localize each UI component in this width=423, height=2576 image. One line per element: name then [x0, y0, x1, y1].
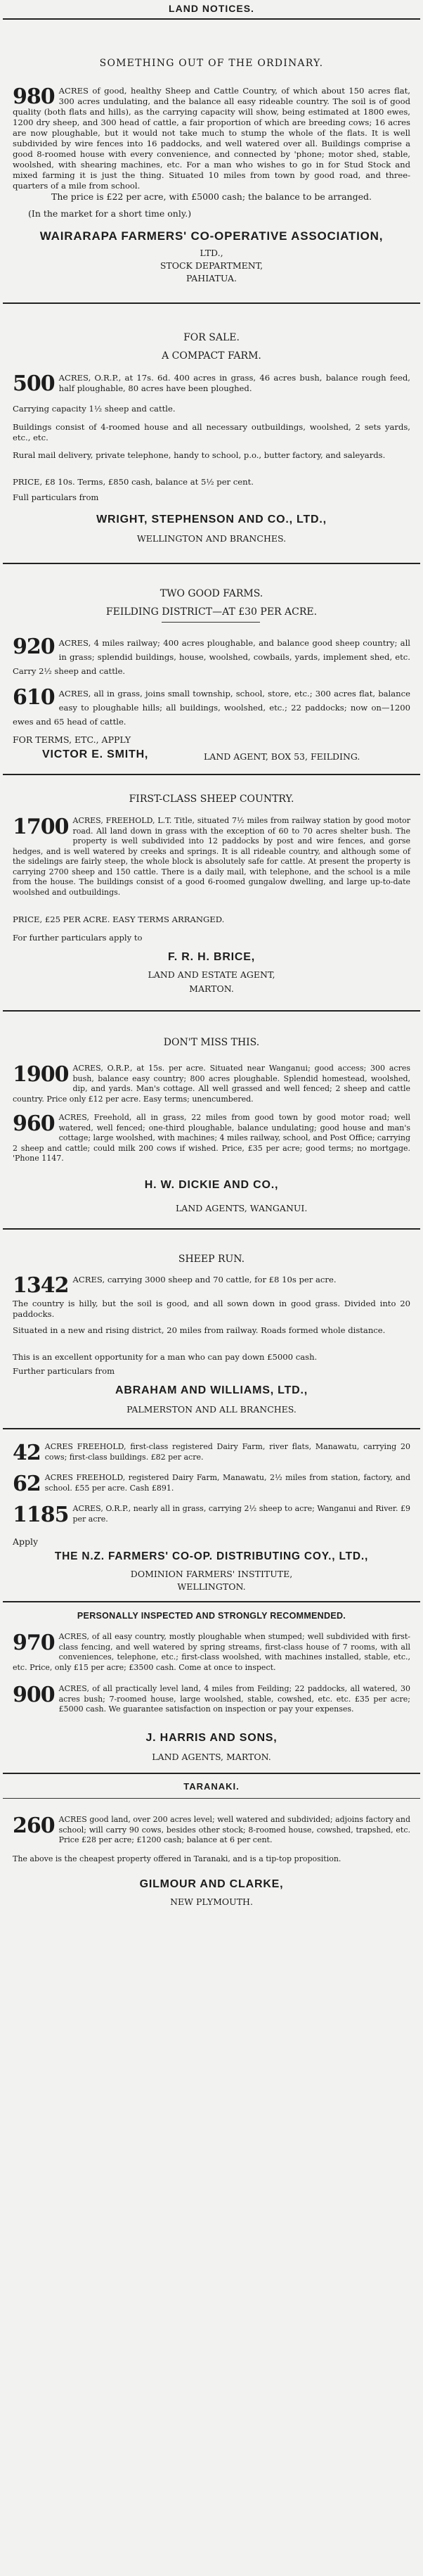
agent-town: WELLINGTON AND BRANCHES. [136, 533, 287, 544]
divider [3, 1010, 420, 1012]
agent-firm: F. R. H. BRICE, [167, 951, 255, 963]
acreage-figure: 1342 [13, 1273, 69, 1298]
agent-firm: GILMOUR AND CLARKE, [139, 1878, 284, 1890]
agent-town: WELLINGTON. [177, 1581, 246, 1592]
listing-text: ACRES, O.R.P., at 17s. 6d. 400 acres in grass, 46 acres bush, balance rough feed, half ploughable, 80 acres have been ploughed. [58, 373, 410, 393]
listing-description [13, 1442, 410, 1463]
listing-description [13, 1684, 410, 1715]
listing-description [13, 636, 410, 678]
listing-line: This is an excellent opportunity for a man who can pay down £5000 cash. [13, 1352, 318, 1362]
agent-firm-suffix: LTD., [200, 248, 223, 258]
agent-firm: J. HARRIS AND SONS, [145, 1732, 278, 1744]
section-title: FOR SALE. [183, 332, 240, 343]
listing-text: ACRES, all in grass, joins small township, school, store, etc.; 300 acres flat, balance easy to ploughable hills; all buildings, woolshed, etc.; 22 paddocks; now on—1200 ewes and 65 head of cattle. [13, 689, 410, 727]
agent-firm: ABRAHAM AND WILLIAMS, LTD., [115, 1384, 308, 1396]
listing-text: ACRES, of all practically level land, 4 miles from Feilding; 22 paddocks, all watered, 30 acres bush; 7-roomed house, large woolshed, stable, cowshed, etc. etc. £35 per acre; £5000 cash. We guarantee satisfaction on inspection or pay your expenses. [58, 1684, 410, 1714]
listing-text: ACRES of good, healthy Sheep and Cattle Country, of which about 150 acres flat, 300 acres undulating, and the balance all easy rideable country. The soil is of good quality (both flats and hills), as the carrying capacity will show, being estimated at 1800 ewes, 1200 dry sheep, and 300 head of cattle, a fair proportion of which are breeding cows; 16 acres are now ploughable, but it would not take much to stump the whole of the flats. It is well subdivided by wire fences into 16 paddocks, and well watered over all. Buildings comprise a good 8-roomed house with every convenience, and connected by 'phone; motor shed, stable, woolshed, with shearing machines, etc. For a man who wishes to go in for Stud Stock and mixed farming it is just the thing. Situated 10 miles from town by good road, and three-quarters of a mile from school. [13, 86, 410, 191]
divider [3, 18, 420, 20]
listing-text: ACRES, FREEHOLD, L.T. Title, situated 7½ miles from railway station by good motor road. All land down in grass with the exception of 60 to 70 acres shelter bush. The property is well subdivided into 12 paddocks by post and wire fences, and gorse hedges, and is well watered by creeks and springs. It is all rideable country, and although some of the sidelings are fairly steep, the whole block is absolutely safe for cattle. At present the property is carrying 2700 sheep and 150 cattle. There is a daily mail, with telephone, and the school is a mile from the house. The buildings consist of a good 6-roomed gungalow dwelling, and large up-to-date woolshed and outbuildings. [13, 816, 410, 897]
section-title: SHEEP RUN. [178, 1254, 245, 1265]
agent-firm: THE N.Z. FARMERS' CO-OP. DISTRIBUTING COY., LTD., [54, 1550, 369, 1562]
agent-town: PAHIATUA. [186, 273, 237, 283]
acreage-figure: 980 [13, 84, 55, 109]
listing-text: ACRES, O.R.P., nearly all in grass, carrying 2½ sheep to acre; Wanganui and River. £9 per acre. [72, 1504, 410, 1524]
agent-role: LAND AGENTS, MARTON. [152, 1752, 271, 1762]
listing-description [13, 816, 410, 898]
listing-text: ACRES, 4 miles railway; 400 acres ploughable, and balance good sheep country; all in grass; splendid buildings, house, woolshed, cowbails, yards, implement shed, etc. Carry 2½ sheep and cattle. [13, 638, 410, 676]
agent-institute: DOMINION FARMERS' INSTITUTE, [130, 1569, 293, 1579]
divider [162, 622, 260, 623]
section-title: TWO GOOD FARMS. [160, 588, 263, 599]
listing-description [13, 1504, 410, 1525]
listing-text: ACRES, Freehold, all in grass, 22 miles from good town by good motor road; well watered, well fenced; one-third ploughable, balance undulating; good house and man's cottage; large woolshed, with machines; 4 miles railway, school, and Post Office; carrying 2 sheep and cattle; could milk 200 cows if wished. Price, £35 per acre; good terms; no mortgage. 'Phone 1147. [13, 1113, 410, 1163]
section-subtitle: A COMPACT FARM. [162, 350, 261, 362]
divider [3, 1428, 420, 1429]
agent-firm: WAIRARAPA FARMERS' CO-OPERATIVE ASSOCIATION, [39, 229, 384, 243]
acreage-figure: 62 [13, 1472, 41, 1496]
listing-description [13, 1113, 410, 1164]
section-title: PERSONALLY INSPECTED AND STRONGLY RECOMMENDED. [77, 1611, 346, 1621]
agent-address: LAND AGENT, BOX 53, FEILDING. [204, 751, 360, 762]
apply-line: FOR TERMS, ETC., APPLY [13, 734, 131, 745]
divider [3, 774, 420, 775]
agent-firm: H. W. DICKIE AND CO., [144, 1179, 279, 1191]
price-line: The price is £22 per acre, with £5000 cash; the balance to be arranged. [51, 191, 372, 202]
agent-role: LAND AGENTS, WANGANUI. [176, 1203, 308, 1213]
listing-text: ACRES good land, over 200 acres level; well watered and subdivided; adjoins factory and school; will carry 90 cows, besides other stock; 8-roomed house, cowshed, trapshed, etc. Price £28 per acre; £1200 cash; balance at 6 per cent. [58, 1815, 410, 1844]
agent-name: VICTOR E. SMITH, [42, 748, 149, 760]
listing-description [13, 687, 410, 729]
agent-town: PALMERSTON AND ALL BRANCHES. [126, 1404, 297, 1415]
section-title: DON'T MISS THIS. [163, 1037, 260, 1048]
section-title: FIRST-CLASS SHEEP COUNTRY. [129, 793, 294, 805]
price-line: PRICE, £8 10s. Terms, £850 cash, balance at 5½ per cent. [13, 477, 254, 487]
page-header: LAND NOTICES. [169, 3, 254, 14]
acreage-figure: 970 [13, 1631, 55, 1655]
listing-text: ACRES FREEHOLD, first-class registered Dairy Farm, river flats, Manawatu, carrying 20 cows; first-class buildings. £82 per acre. [44, 1442, 410, 1462]
listing-description [13, 1275, 410, 1296]
note-line: (In the market for a short time only.) [28, 208, 192, 219]
listing-description [13, 1064, 410, 1104]
agent-town: NEW PLYMOUTH. [170, 1896, 253, 1907]
acreage-figure: 920 [13, 635, 55, 659]
section-title: TARANAKI. [183, 1781, 240, 1792]
listing-line: The above is the cheapest property offered in Taranaki, and is a tip-top proposition. [13, 1854, 341, 1863]
acreage-figure: 610 [13, 685, 55, 710]
acreage-figure: 1900 [13, 1062, 69, 1087]
listing-line: The country is hilly, but the soil is good, and all sown down in good grass. Divided into 20 paddocks. [13, 1299, 410, 1319]
acreage-figure: 1700 [13, 815, 69, 839]
agent-town: MARTON. [189, 983, 234, 994]
agent-firm: WRIGHT, STEPHENSON AND CO., LTD., [96, 514, 327, 525]
price-line: PRICE, £25 PER ACRE. EASY TERMS ARRANGED. [13, 914, 225, 924]
listing-line: Situated in a new and rising district, 20 miles from railway. Roads formed whole distance. [13, 1325, 386, 1335]
listing-text: ACRES, carrying 3000 sheep and 70 cattle, for £8 10s per acre. [72, 1275, 337, 1284]
listing-description [13, 1815, 410, 1846]
divider [3, 1228, 420, 1230]
listing-description [13, 86, 410, 191]
listing-description [13, 1473, 410, 1494]
acreage-figure: 42 [13, 1441, 41, 1465]
acreage-figure: 1185 [13, 1503, 69, 1527]
agent-role: LAND AND ESTATE AGENT, [148, 969, 275, 980]
listing-line: Buildings consist of 4-roomed house and all necessary outbuildings, woolshed, 2 sets yards, etc., etc. [13, 422, 410, 442]
listing-text: ACRES, of all easy country, mostly ploughable when stumped; well subdivided with first-class fencing, and well watered by spring streams, first-class house of 7 rooms, with all conveniences, telephone, etc.; first-class woolshed, with machines installed, stable, etc., etc. Price, only £15 per acre; £3500 cash. Come at once to inspect. [13, 1632, 410, 1672]
acreage-figure: 900 [13, 1683, 55, 1707]
listing-description [13, 1632, 410, 1673]
acreage-figure: 260 [13, 1813, 55, 1838]
apply-line: Apply [13, 1536, 39, 1547]
listing-line: Carrying capacity 1½ sheep and cattle. [13, 404, 176, 414]
divider [3, 1601, 420, 1602]
divider [3, 1798, 420, 1799]
listing-text: ACRES FREEHOLD, registered Dairy Farm, Manawatu, 2½ miles from station, factory, and school. £55 per acre. Cash £891. [44, 1473, 410, 1493]
listing-description [13, 373, 410, 394]
listing-line: Full particulars from [13, 492, 99, 502]
agent-department: STOCK DEPARTMENT, [160, 260, 263, 271]
divider [3, 1773, 420, 1774]
listing-line: Rural mail delivery, private telephone, handy to school, p.o., butter factory, and saleyards. [13, 450, 386, 460]
divider [3, 563, 420, 564]
acreage-figure: 960 [13, 1111, 55, 1136]
divider [3, 302, 420, 304]
listing-line: Further particulars from [13, 1366, 115, 1376]
acreage-figure: 500 [13, 371, 55, 396]
listing-text: ACRES, O.R.P., at 15s. per acre. Situated near Wanganui; good access; 300 acres bush, balance easy country; 800 acres ploughable. Splendid homestead, woolshed, dip, and yards. Man's cottage. All well grassed and well fenced; 2 sheep and cattle country. Price only £12 per acre. Easy terms; unencumbered. [13, 1064, 410, 1104]
section-title: SOMETHING OUT OF THE ORDINARY. [99, 58, 324, 69]
section-subtitle: FEILDING DISTRICT—AT £30 PER ACRE. [105, 606, 318, 618]
apply-line: For further particulars apply to [13, 933, 143, 943]
